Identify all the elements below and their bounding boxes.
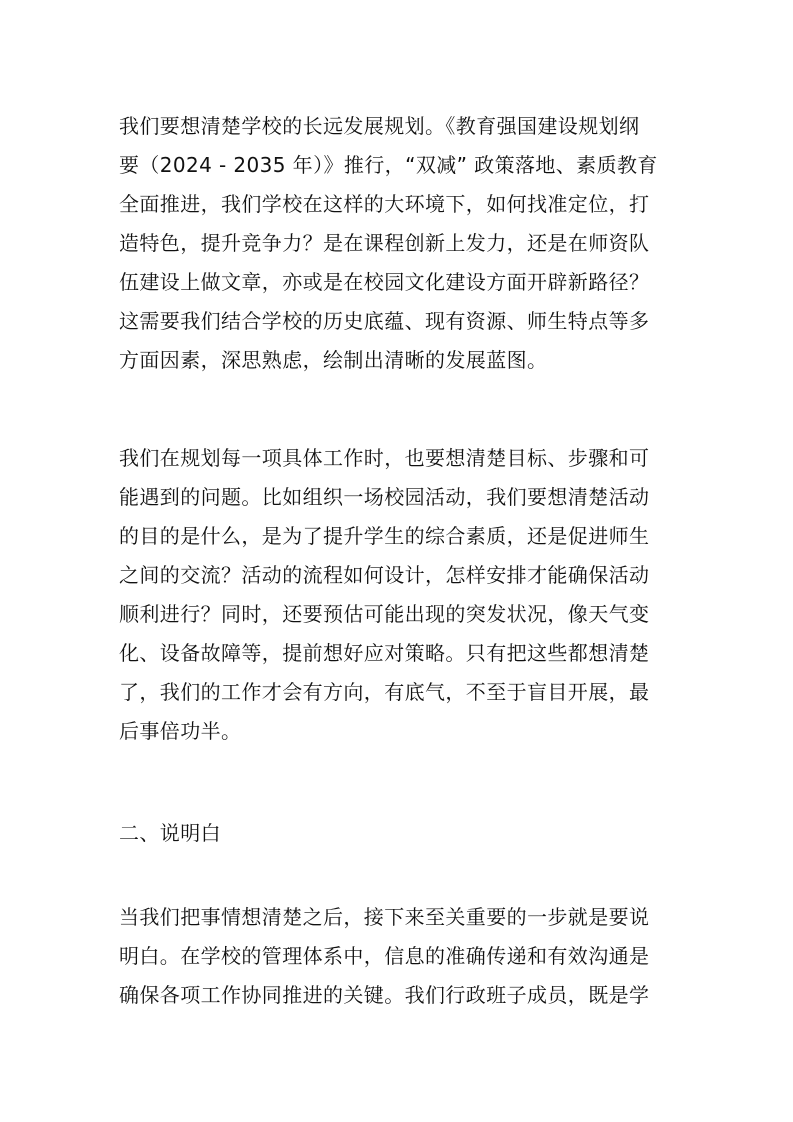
text-line: 要（2024 - 2035 年）》推行，“双减” 政策落地、素质教育	[119, 153, 658, 177]
paragraph-planning	[119, 107, 679, 380]
text-line: 我们要想清楚学校的长远发展规划。《教育强国建设规划纲	[119, 114, 640, 138]
text-line: 当我们把事情想清楚之后，接下来至关重要的一步就是要说	[119, 905, 650, 929]
text-line: 方面因素，深思熟虑，绘制出清晰的发展蓝图。	[119, 348, 548, 372]
text-line: 能遇到的问题。比如组织一场校园活动，我们要想清楚活动	[119, 485, 650, 509]
section-heading-text: 二、说明白	[119, 821, 221, 845]
text-line: 顺利进行？同时，还要预估可能出现的突发状况，像天气变	[119, 602, 650, 626]
text-line: 明白。在学校的管理体系中，信息的准确传递和有效沟通是	[119, 944, 650, 968]
text-line: 这需要我们结合学校的历史底蕴、现有资源、师生特点等多	[119, 309, 650, 333]
text-line: 我们在规划每一项具体工作时，也要想清楚目标、步骤和可	[119, 446, 650, 470]
paragraph-communication	[119, 898, 679, 1015]
text-line: 造特色，提升竞争力？是在课程创新上发力，还是在师资队	[119, 231, 650, 255]
text-line: 化、设备故障等，提前想好应对策略。只有把这些都想清楚	[119, 641, 650, 665]
text-line: 后事倍功半。	[119, 719, 242, 743]
text-line: 伍建设上做文章，亦或是在校园文化建设方面开辟新路径？	[119, 270, 650, 294]
paragraph-specific-work	[119, 439, 679, 751]
text-line: 全面推进，我们学校在这样的大环境下，如何找准定位，打	[119, 192, 650, 216]
section-heading	[119, 814, 679, 853]
text-line: 之间的交流？活动的流程如何设计，怎样安排才能确保活动	[119, 563, 650, 587]
text-line: 的目的是什么，是为了提升学生的综合素质，还是促进师生	[119, 524, 650, 548]
text-line: 确保各项工作协同推进的关键。我们行政班子成员，既是学	[119, 983, 650, 1007]
text-line: 了，我们的工作才会有方向，有底气，不至于盲目开展，最	[119, 680, 650, 704]
